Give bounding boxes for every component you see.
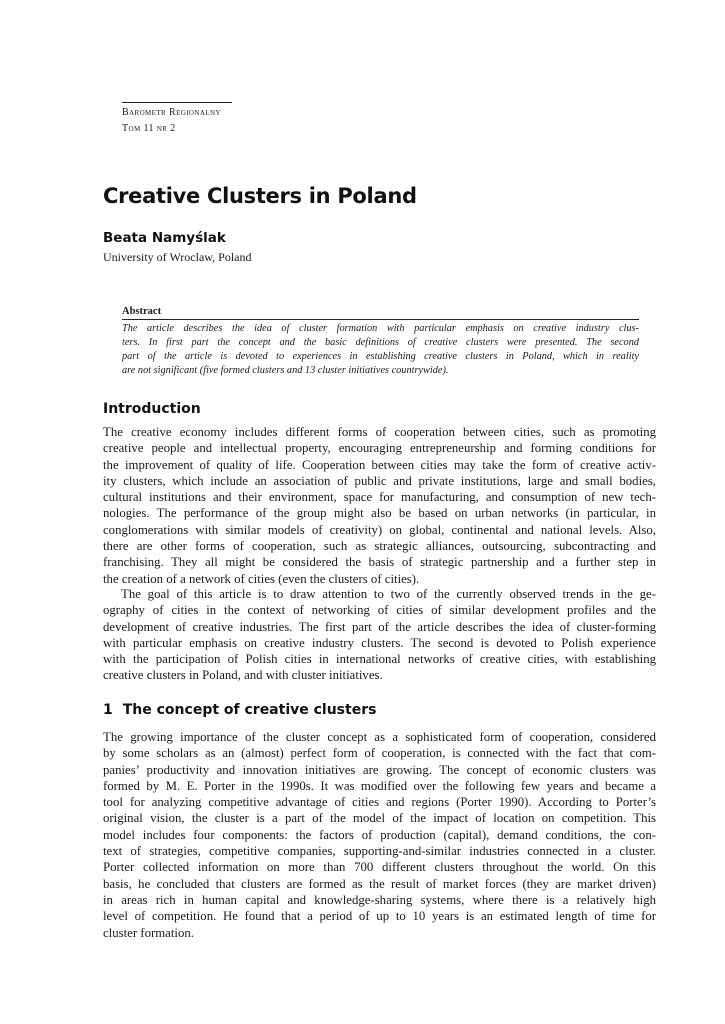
section-1-heading — [103, 702, 376, 718]
abstract-line: are not significant (five formed clusters and 13 cluster initiatives countrywide). — [122, 365, 449, 376]
text-line: cluster formation. — [103, 925, 194, 940]
text-line: formed by M. E. Porter in the 1990s. It was modified over the following few years and became a — [103, 778, 656, 793]
text-line: the creation of a network of cities (even the clusters of cities). — [103, 571, 420, 586]
text-line: ography of cities in the context of networking of cities of similar development profiles and the — [103, 603, 656, 618]
text-line: The goal of this article is to draw attention to two of the currently observed trends in the ge- — [121, 587, 656, 601]
text-line: The creative economy includes different forms of cooperation between cities, such as promoting — [103, 425, 656, 439]
text-line: with the participation of Polish cities in international networks of creative cities, with establishing — [103, 652, 656, 667]
section-1-paragraph-1 — [103, 729, 656, 941]
text-line: nologies. The performance of the group might also be based on urban networks (in particular, in — [103, 506, 656, 521]
text-line: cultural institutions and their environment, space for manufacturing, and consumption of new tech- — [103, 490, 656, 505]
text-line: model includes four components: the factors of production (capital), demand conditions, the con- — [103, 827, 656, 842]
journal-rule — [122, 102, 232, 103]
text-line: there are other forms of cooperation, such as strategic alliances, outsourcing, subcontracting and — [103, 539, 656, 554]
text-line: franchising. They all might be considered the basis of strategic partnership and a further step in — [103, 555, 656, 570]
paper-title: Creative Clusters in Poland — [103, 184, 417, 208]
author-affiliation: University of Wroclaw, Poland — [103, 250, 252, 264]
text-line: original vision, the cluster is a part of the model of the impact of location on competition. This — [103, 811, 656, 826]
section-number: 1 — [103, 702, 113, 718]
abstract-heading: Abstract — [122, 305, 639, 320]
text-line: text of strategies, competitive companies, supporting-and-similar industries connected in a cluster. — [103, 844, 656, 859]
author-name: Beata Namyślak — [103, 230, 226, 246]
text-line: ity clusters, which include an association of public and private institutions, large and small bodies, — [103, 473, 656, 488]
text-line: level of competition. He found that a period of up to 10 years is an estimated length of time for — [103, 909, 656, 924]
text-line: creative people and intellectual property, encouraging entrepreneurship and forming conditions for — [103, 441, 656, 456]
text-line: basis, he concluded that clusters are formed as the result of market forces (they are market driven) — [103, 876, 656, 891]
text-line: the improvement of quality of life. Cooperation between cities may take the form of creative activ- — [103, 457, 656, 472]
abstract-line: The article describes the idea of cluster formation with particular emphasis on creative industry clus- — [122, 323, 639, 334]
introduction-heading: Introduction — [103, 401, 201, 417]
section-title: The concept of creative clusters — [122, 702, 377, 718]
text-line: conglomerations with similar models of creativity) on global, continental and national levels. Also, — [103, 522, 656, 537]
text-line: in areas rich in human capital and knowledge-sharing systems, where there is a relatively high — [103, 892, 656, 907]
text-line: development of creative industries. The first part of the article describes the idea of cluster-forming — [103, 619, 656, 634]
introduction-paragraph-1 — [103, 424, 656, 587]
abstract-line: ters. In first part the concept and the basic definitions of creative clusters were presented. The second — [122, 337, 639, 348]
text-line: with particular emphasis on creative industry clusters. The second is devoted to Polish experience — [103, 635, 656, 650]
abstract — [122, 305, 639, 378]
abstract-text — [122, 322, 639, 378]
journal-name: Barometr Regionalny — [122, 107, 221, 118]
text-line: by some scholars as an (almost) perfect form of cooperation, is connected with the fact that com- — [103, 746, 656, 761]
text-line: panies’ productivity and innovation initiatives are growing. The concept of economic clusters was — [103, 762, 656, 777]
journal-header — [122, 102, 232, 137]
introduction-paragraph-2 — [103, 586, 656, 684]
text-line: The growing importance of the cluster concept as a sophisticated form of cooperation, considered — [103, 730, 656, 744]
text-line: creative clusters in Poland, and with cluster initiatives. — [103, 668, 383, 683]
journal-volume: Tom 11 nr 2 — [122, 123, 176, 134]
text-line: tool for analyzing competitive advantage of cities and regions (Porter 1990). According to Porter’s — [103, 795, 656, 810]
abstract-line: part of the article is devoted to experiences in establishing creative clusters in Poland, which in reality — [122, 351, 639, 362]
text-line: Porter collected information on more than 700 different clusters throughout the world. On this — [103, 860, 656, 875]
